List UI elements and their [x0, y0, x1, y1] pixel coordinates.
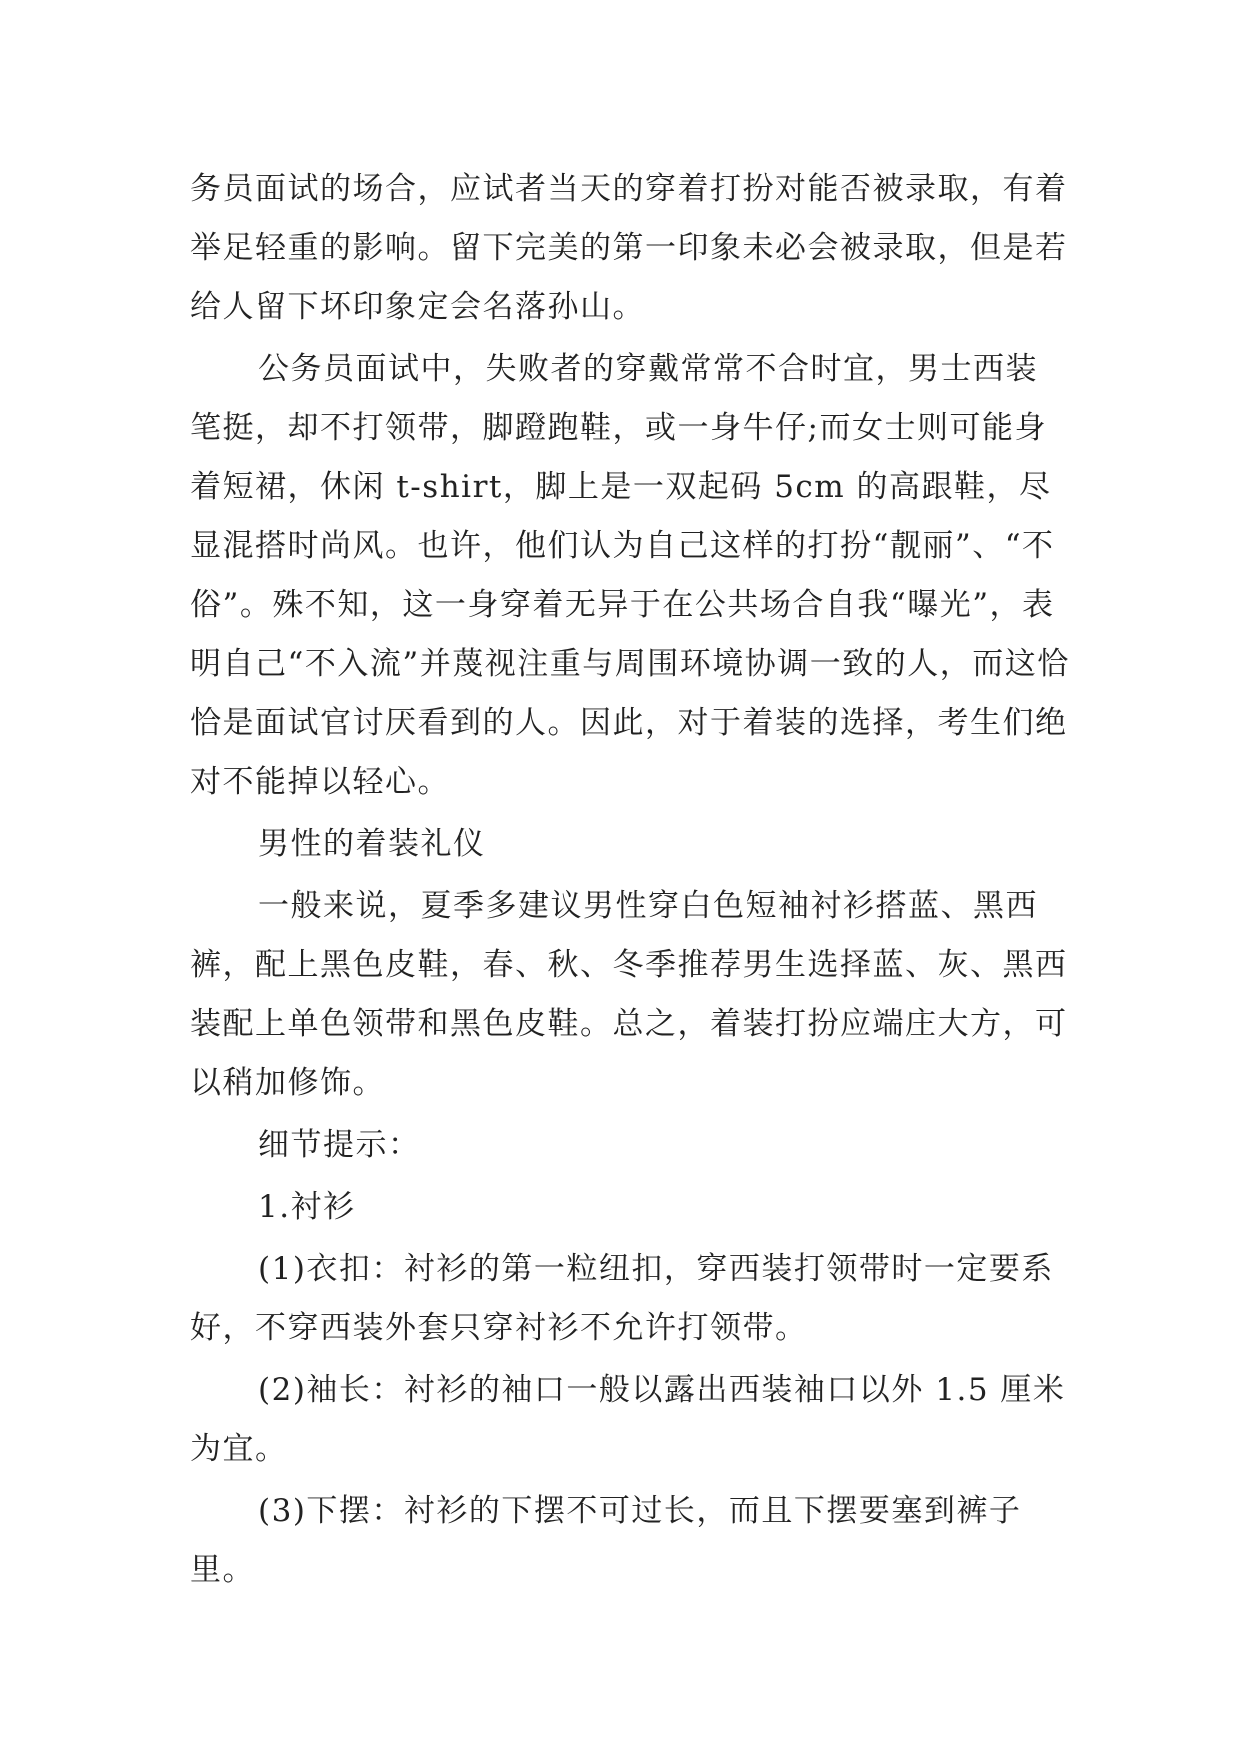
- list-heading-shirt: 1.衬衫: [258, 1189, 356, 1225]
- list-item-buttons: (1)衣扣：衬衫的第一粒纽扣，穿西装打领带时一定要系好，不穿西装外套只穿衬衫不允许打领带。: [190, 1251, 1054, 1346]
- paragraph-2: 公务员面试中，失败者的穿戴常常不合时宜，男士西装笔挺，却不打领带，脚蹬跑鞋，或一身牛仔;而女士则可能身着短裙，休闲 t-shirt，脚上是一双起码 5cm 的高跟鞋，尽显混搭时尚风。也许，他们认为自己这样的打扮“靓丽”、“不俗”。殊不知，这一身穿着无异于在公共场合自我“曝光”，表明自己“不入流”并蔑视注重与周围环境协调一致的人，而这恰恰是面试官讨厌看到的人。因此，对于着装的选择，考生们绝对不能掉以轻心。: [190, 351, 1070, 800]
- document-body: [190, 160, 1070, 1603]
- paragraph-4: 一般来说，夏季多建议男性穿白色短袖衬衫搭蓝、黑西裤，配上黑色皮鞋，春、秋、冬季推荐男生选择蓝、灰、黑西装配上单色领带和黑色皮鞋。总之，着装打扮应端庄大方，可以稍加修饰。: [190, 888, 1068, 1101]
- detail-tips-label: 细节提示：: [258, 1127, 421, 1163]
- section-heading-male-dress: 男性的着装礼仪: [258, 826, 486, 862]
- list-item-sleeve-length: (2)袖长：衬衫的袖口一般以露出西装袖口以外 1.5 厘米为宜。: [190, 1372, 1066, 1467]
- list-item-hem: (3)下摆：衬衫的下摆不可过长，而且下摆要塞到裤子里。: [190, 1493, 1022, 1588]
- paragraph-1: 务员面试的场合，应试者当天的穿着打扮对能否被录取，有着举足轻重的影响。留下完美的第一印象未必会被录取，但是若给人留下坏印象定会名落孙山。: [190, 171, 1068, 325]
